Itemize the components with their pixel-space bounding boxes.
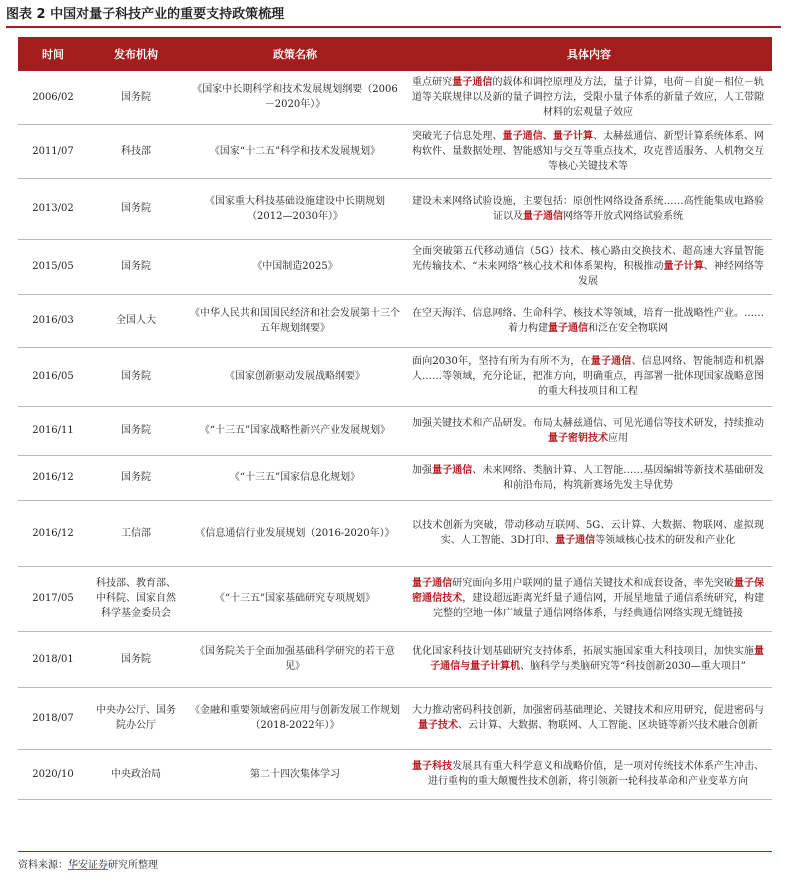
row-content <box>406 347 772 406</box>
content-text: 大力推动密码科技创新，加强密码基础理论、关键技术和应用研究，促进密码与 <box>412 705 764 716</box>
highlight-text: 量子保密通信技术 <box>412 578 765 604</box>
row-date: 2016/11 <box>18 406 88 455</box>
row-date: 2018/01 <box>18 631 88 687</box>
content-text: 以技术创新为突破，带动移动互联网、5G、云计算、大数据、物联网、虚拟现实、人工智能、3D打印、 <box>412 520 764 546</box>
row-date: 2017/05 <box>18 566 88 631</box>
table-row <box>18 347 772 406</box>
content-text: 发展具有重大科学意义和战略价值，是一项对传统技术体系产生冲击、进行重构的重大颠覆性技术创新，将引领新一轮科技革命和产业变革方向 <box>428 761 765 787</box>
row-date: 2018/07 <box>18 687 88 749</box>
table-row <box>18 406 772 455</box>
row-date: 2016/12 <box>18 500 88 566</box>
row-policy: 《金融和重要领域密码应用与创新发展工作规划（2018-2022年）》 <box>184 687 406 749</box>
table-row <box>18 71 772 124</box>
table-row <box>18 500 772 566</box>
content-text: 重点研究 <box>412 76 453 88</box>
source-label: 资料来源： <box>18 860 68 871</box>
highlight-text: 量子通信 <box>523 210 563 222</box>
row-policy: 《国家中长期科学和技术发展规划纲要（2006－2020年）》 <box>184 71 406 124</box>
content-text: 研究面向多用户联网的量子通信关键技术和成套设备，率先突破 <box>452 578 734 589</box>
row-policy: 《中国制造2025》 <box>184 239 406 294</box>
row-date: 2011/07 <box>18 124 88 178</box>
highlight-text: 量子通信 <box>452 76 493 88</box>
row-policy: 《国家重大科技基础设施建设中长期规划（2012—2030年）》 <box>184 178 406 239</box>
content-text: 、未来网络、类脑计算、人工智能……基因编辑等新技术基础研发和前沿布局，构筑新赛场先发主导优势 <box>472 464 765 491</box>
source-rule <box>18 851 772 852</box>
header-policy: 政策名称 <box>184 37 406 71</box>
content-text: 的载体和调控原理及方法，量子计算，电荷－自旋－相位－轨道等关联规律以及新的量子调控方法，受限小量子体系的新量子效应，人工带隙材料的宏观量子效应 <box>412 76 765 118</box>
table-row <box>18 566 772 631</box>
content-text: 建设未来网络试验设施，主要包括：原创性网络设备系统……高性能集成电路验证以及 <box>412 195 764 222</box>
row-content <box>406 749 772 799</box>
row-policy: 《中华人民共和国国民经济和社会发展第十三个五年规划纲要》 <box>184 294 406 347</box>
highlight-text: 量子计算 <box>663 261 704 272</box>
content-text: 、太赫兹通信、新型计算系统体系、网构软件、量数据处理、智能感知与交互等重点技术，攻克普适服务、人机物交互等核心关键技术等 <box>412 130 765 172</box>
row-org: 工信部 <box>88 500 184 566</box>
header-date: 时间 <box>18 37 88 71</box>
content-text: 加强 <box>412 464 433 476</box>
source-note <box>18 856 158 871</box>
row-content <box>406 406 772 455</box>
content-text: 突破光子信息处理、 <box>412 130 503 142</box>
content-text: 全面突破第五代移动通信（5G）技术、核心路由交换技术、超高速大容量智能光传输技术、“未来网络”核心技术和体系架构，积极推动 <box>412 246 764 272</box>
row-policy: 《“十三五”国家基础研究专项规划》 <box>184 566 406 631</box>
header-org: 发布机构 <box>88 37 184 71</box>
content-text: 应用 <box>608 432 628 444</box>
row-date: 2016/03 <box>18 294 88 347</box>
highlight-text: 量子通信 <box>432 464 473 476</box>
content-text: 、脑科学与类脑研究等“科技创新2030—重大项目” <box>520 661 746 672</box>
row-org: 全国人大 <box>88 294 184 347</box>
row-content <box>406 455 772 500</box>
header-content: 具体内容 <box>406 37 772 71</box>
row-policy: 第二十四次集体学习 <box>184 749 406 799</box>
row-date: 2016/05 <box>18 347 88 406</box>
content-text: 加强关键技术和产品研发。布局太赫兹通信、可见光通信等技术研发，持续推动 <box>412 417 764 429</box>
row-content <box>406 239 772 294</box>
row-org: 国务院 <box>88 71 184 124</box>
content-text: 和泛在安全物联网 <box>588 322 668 334</box>
row-date: 2020/10 <box>18 749 88 799</box>
row-org: 国务院 <box>88 178 184 239</box>
table-row <box>18 687 772 749</box>
table-row <box>18 455 772 500</box>
content-text: 、信息网络、智能制造和机器人……等领域，充分论证，把准方向，明确重点，再部署一批体现国家战略意图的重大科技项目和工程 <box>412 356 765 397</box>
row-org: 中央办公厅、国务院办公厅 <box>88 687 184 749</box>
table-row <box>18 749 772 799</box>
highlight-text: 量子通信 <box>412 578 453 589</box>
row-policy: 《国务院关于全面加强基础科学研究的若干意见》 <box>184 631 406 687</box>
content-text: 在空天海洋、信息网络、生命科学、核技术等领域，培育一批战略性产业。……着力构建 <box>412 307 764 334</box>
content-text: 、神经网络等发展 <box>578 261 765 287</box>
table-body <box>18 71 772 799</box>
row-date: 2016/12 <box>18 455 88 500</box>
highlight-text: 量子科技 <box>412 761 453 772</box>
row-org: 国务院 <box>88 347 184 406</box>
content-text: 、云计算、大数据、物联网、人工智能、区块链等新兴技术融合创新 <box>458 720 758 731</box>
table-title: 图表 2 中国对量子科技产业的重要支持政策梳理 <box>6 7 285 22</box>
title-rule <box>6 26 781 28</box>
row-policy: 《“十三五”国家信息化规划》 <box>184 455 406 500</box>
row-org: 科技部 <box>88 124 184 178</box>
highlight-text: 量子通信与量子计算机 <box>430 646 764 672</box>
row-content <box>406 631 772 687</box>
table-row <box>18 124 772 178</box>
policy-table <box>18 37 772 800</box>
row-date: 2006/02 <box>18 71 88 124</box>
highlight-text: 量子通信 <box>590 356 632 367</box>
table-header-row <box>18 37 772 71</box>
row-content <box>406 178 772 239</box>
row-content <box>406 687 772 749</box>
source-suffix: 研究所整理 <box>108 860 158 871</box>
content-text: ，建设超远距离光纤量子通信网，开展星地量子通信系统研究，构建完整的空地一体广域量子通信网络体系，与经典通信网络实现无缝链接 <box>433 593 765 619</box>
highlight-text: 量子通信 <box>555 535 596 546</box>
table-row <box>18 294 772 347</box>
row-org: 科技部、教育部、中科院、国家自然科学基金委员会 <box>88 566 184 631</box>
content-text: 网络等开放式网络试验系统 <box>563 210 683 222</box>
source-org: 华安证券 <box>68 860 108 871</box>
row-content <box>406 566 772 631</box>
table-row <box>18 631 772 687</box>
row-date: 2015/05 <box>18 239 88 294</box>
table-row <box>18 178 772 239</box>
row-org: 国务院 <box>88 239 184 294</box>
row-org: 国务院 <box>88 631 184 687</box>
highlight-text: 量子通信 <box>548 322 588 334</box>
row-policy: 《国家“十二五”科学和技术发展规划》 <box>184 124 406 178</box>
content-text: 优化国家科技计划基础研究支持体系，拓展实施国家重大科技项目，加快实施 <box>412 646 754 657</box>
highlight-text: 量子密钥技术 <box>548 432 608 444</box>
row-content <box>406 124 772 178</box>
row-date: 2013/02 <box>18 178 88 239</box>
row-org: 中央政治局 <box>88 749 184 799</box>
content-text: 面向2030年，坚持有所为有所不为，在 <box>412 356 591 367</box>
table-row <box>18 239 772 294</box>
row-content <box>406 500 772 566</box>
row-content <box>406 71 772 124</box>
row-policy: 《信息通信行业发展规划（2016-2020年）》 <box>184 500 406 566</box>
row-org: 国务院 <box>88 406 184 455</box>
content-text: 等领域核心技术的研发和产业化 <box>595 535 736 546</box>
highlight-text: 量子通信、量子计算 <box>502 130 594 142</box>
row-org: 国务院 <box>88 455 184 500</box>
row-content <box>406 294 772 347</box>
row-policy: 《国家创新驱动发展战略纲要》 <box>184 347 406 406</box>
row-policy: 《“十三五”国家战略性新兴产业发展规划》 <box>184 406 406 455</box>
highlight-text: 量子技术 <box>418 720 458 731</box>
